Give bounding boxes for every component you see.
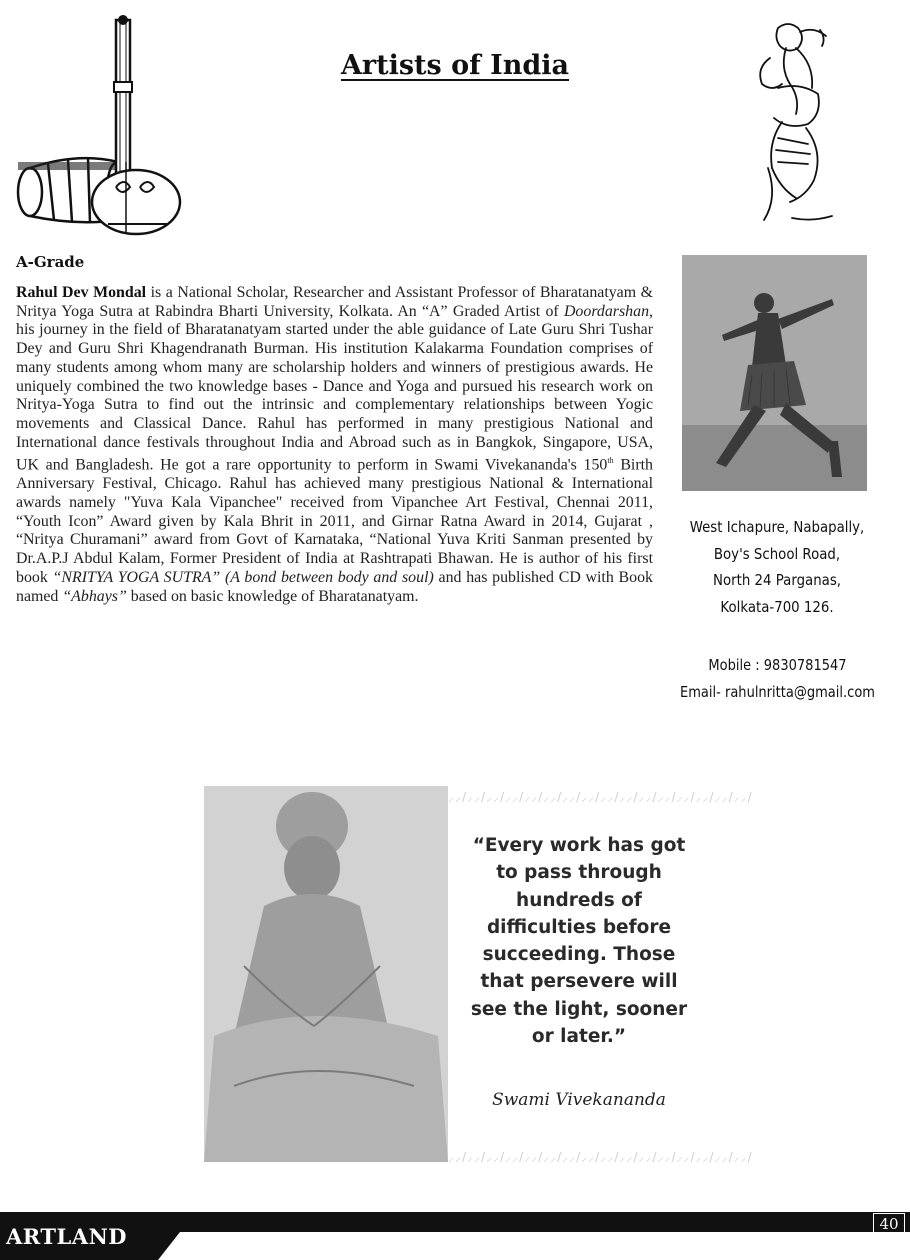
dancer-sketch-icon bbox=[748, 18, 843, 228]
bio-superscript: th bbox=[607, 456, 614, 466]
address-line: North 24 Parganas, bbox=[712, 571, 842, 589]
decorative-border: ⸝⸝/⸝⸝/⸝⸝/⸝⸝/⸝⸝/⸝⸝/⸝⸝/⸝⸝/⸝⸝/⸝⸝/⸝⸝/⸝⸝/⸝⸝/⸝⸝/⸝⸝/⸝⸝/ bbox=[448, 1150, 753, 1164]
quote-text bbox=[454, 832, 704, 1050]
bio-text: Birth Anniversary Festival, Chicago. Rahul has achieved many prestigious National & International awards namely "Yuva Kala Vipanchee" received from Vipanchee Art Festival, Chennai 2011, “Youth Icon” Award given by Kala Bhrit in 2011, and Girnar Ratna Award in 2014, Gujarat , “Nritya Churamani” award from Govt of Karnataka, “National Yuva Kriti Sanman presented by Dr.A.P.J Abdul Kalam, Former President of India at Rashtrapati Bhawan. He is author of his first book bbox=[16, 456, 653, 586]
contact-email[interactable]: Email- rahulnritta@gmail.com bbox=[680, 683, 875, 701]
page-number: 40 bbox=[873, 1213, 905, 1235]
address-line: Kolkata-700 126. bbox=[720, 597, 834, 616]
vivekananda-photo bbox=[204, 786, 448, 1162]
address-line: Boy's School Road, bbox=[713, 544, 841, 563]
decorative-border: ⸝⸝/⸝⸝/⸝⸝/⸝⸝/⸝⸝/⸝⸝/⸝⸝/⸝⸝/⸝⸝/⸝⸝/⸝⸝/⸝⸝/⸝⸝/⸝⸝/⸝⸝/⸝⸝/ bbox=[448, 790, 753, 804]
grade-heading: A-Grade bbox=[16, 253, 85, 271]
quote-line: that persevere will bbox=[480, 971, 678, 993]
bio-doordarshan: Doordarshan bbox=[563, 302, 650, 320]
artist-photo bbox=[682, 255, 867, 491]
bio-text: is a National Scholar, Researcher and Assistant Professor of Bharatanatyam & Nritya Yoga Sutra at Rabindra Bharti University, Kolkata. An “A” Graded Artist of bbox=[16, 284, 653, 320]
quote-card bbox=[204, 786, 753, 1164]
bio-text: , his journey in the field of Bharatanatyam started under the able guidance of Late Guru Shri Tushar Dey and Guru Shri Khagendranath Burman. His institution Kalakarma Foundation comprises of many students among whom many are scholarship holders and winners of prestigious awards. He uniquely combined the two knowledge bases - Dance and Yoga and pursued his research work on Nritya-Yoga Sutra to find out the intrinsic and complementary relationships between Yogic movements and Classical Dance. Rahul has performed in many prestigious National and International dance festivals throughout India and Abroad such as in Bangkok, Singapore, USA, UK and Bangladesh. He got a rare opportunity to perform in Swami Vivekananda's 150 bbox=[16, 302, 653, 474]
contact-address bbox=[687, 514, 868, 620]
contact-mobile: Mobile : 9830781547 bbox=[708, 656, 847, 674]
quote-author: Swami Vivekananda bbox=[492, 1090, 666, 1110]
quote-line: hundreds of bbox=[516, 889, 642, 911]
veena-and-mridangam-icon bbox=[8, 12, 193, 237]
bio-text: based on basic knowledge of Bharatanatyam. bbox=[126, 587, 419, 605]
page-title: Artists of India bbox=[340, 50, 570, 81]
artist-biography bbox=[16, 284, 653, 606]
bio-book-title: “NRITYA YOGA SUTRA” (A bond between body and soul) bbox=[52, 568, 434, 586]
bio-text: and has published CD with Book named bbox=[16, 568, 653, 605]
quote-line: or later.” bbox=[531, 1026, 627, 1048]
artist-name: Rahul Dev Mondal bbox=[16, 284, 147, 301]
quote-line: “Every work has got bbox=[472, 835, 686, 856]
quote-line: succeeding. Those bbox=[482, 944, 676, 966]
bio-cd-title: “Abhays” bbox=[62, 587, 127, 605]
quote-line: to pass through bbox=[496, 862, 662, 884]
contact-details bbox=[679, 652, 876, 706]
footer-brand: ARTLAND bbox=[6, 1224, 127, 1249]
address-line: West Ichapure, Nabapally, bbox=[689, 518, 865, 536]
quote-line: difficulties before bbox=[486, 916, 672, 938]
footer-bar bbox=[0, 1212, 910, 1260]
quote-line: see the light, sooner bbox=[470, 998, 688, 1020]
